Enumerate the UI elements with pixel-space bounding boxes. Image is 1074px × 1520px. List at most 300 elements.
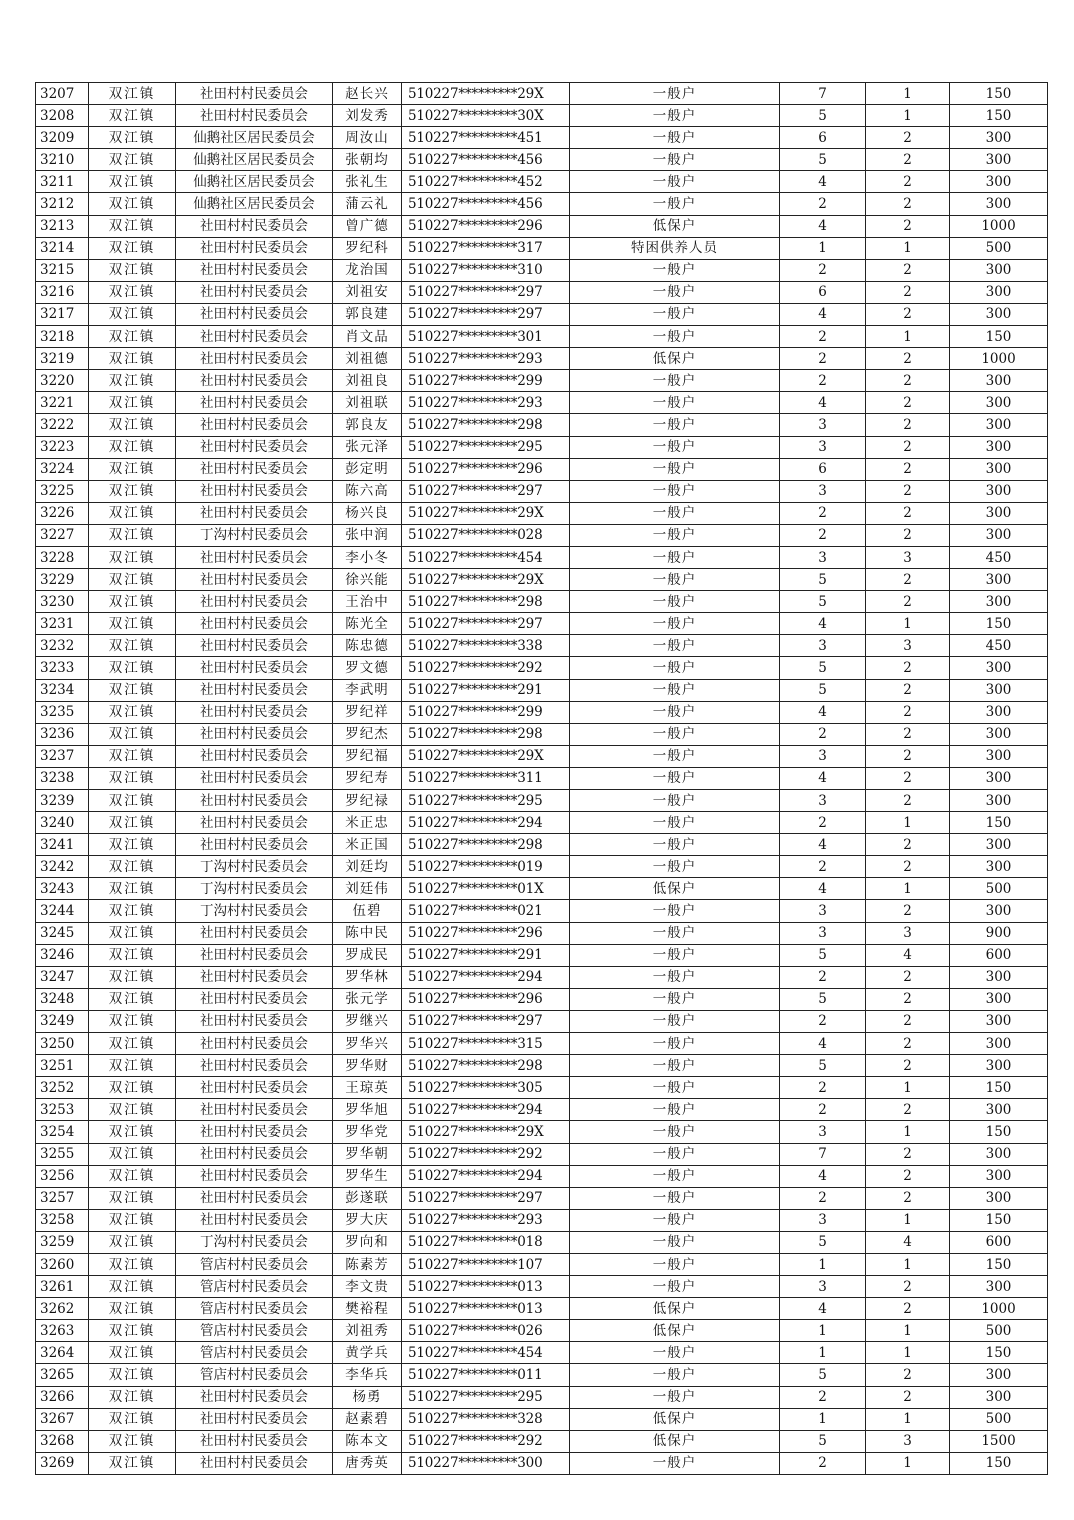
cell-id: 510227*********451 — [402, 127, 570, 149]
cell-count: 1 — [866, 1121, 950, 1143]
cell-no: 3220 — [36, 370, 89, 392]
cell-members: 5 — [780, 569, 866, 591]
cell-town: 双江镇 — [89, 812, 176, 834]
cell-village: 丁沟村村民委员会 — [176, 1231, 333, 1253]
cell-amount: 500 — [950, 237, 1048, 259]
cell-village: 社田村村民委员会 — [176, 657, 333, 679]
table-row — [36, 193, 1048, 215]
cell-amount: 300 — [950, 370, 1048, 392]
table-row — [36, 259, 1048, 281]
cell-amount: 150 — [950, 105, 1048, 127]
cell-cat: 一般户 — [570, 370, 780, 392]
cell-id: 510227*********292 — [402, 1430, 570, 1452]
table-row — [36, 1099, 1048, 1121]
cell-name: 彭遂联 — [333, 1187, 402, 1209]
cell-town: 双江镇 — [89, 414, 176, 436]
cell-cat: 一般户 — [570, 392, 780, 414]
cell-amount: 300 — [950, 193, 1048, 215]
table-row — [36, 790, 1048, 812]
cell-village: 社田村村民委员会 — [176, 392, 333, 414]
cell-cat: 一般户 — [570, 613, 780, 635]
table-row — [36, 1386, 1048, 1408]
cell-members: 3 — [780, 900, 866, 922]
cell-name: 曾广德 — [333, 215, 402, 237]
cell-town: 双江镇 — [89, 922, 176, 944]
cell-village: 社田村村民委员会 — [176, 1452, 333, 1474]
cell-amount: 300 — [950, 966, 1048, 988]
table-row — [36, 1364, 1048, 1386]
table-row — [36, 502, 1048, 524]
cell-town: 双江镇 — [89, 524, 176, 546]
cell-town: 双江镇 — [89, 480, 176, 502]
cell-amount: 300 — [950, 679, 1048, 701]
cell-no: 3262 — [36, 1298, 89, 1320]
cell-no: 3258 — [36, 1209, 89, 1231]
table-row — [36, 1165, 1048, 1187]
cell-count: 2 — [866, 745, 950, 767]
cell-town: 双江镇 — [89, 1209, 176, 1231]
cell-town: 双江镇 — [89, 1187, 176, 1209]
cell-cat: 一般户 — [570, 1055, 780, 1077]
cell-town: 双江镇 — [89, 613, 176, 635]
cell-count: 1 — [866, 1077, 950, 1099]
cell-no: 3231 — [36, 613, 89, 635]
cell-cat: 一般户 — [570, 281, 780, 303]
table-row — [36, 105, 1048, 127]
cell-village: 社田村村民委员会 — [176, 966, 333, 988]
table-row — [36, 1452, 1048, 1474]
cell-name: 陈中民 — [333, 922, 402, 944]
cell-amount: 300 — [950, 1276, 1048, 1298]
cell-village: 社田村村民委员会 — [176, 569, 333, 591]
cell-cat: 一般户 — [570, 1143, 780, 1165]
cell-count: 2 — [866, 1143, 950, 1165]
cell-count: 2 — [866, 436, 950, 458]
cell-no: 3261 — [36, 1276, 89, 1298]
cell-amount: 300 — [950, 988, 1048, 1010]
cell-members: 2 — [780, 812, 866, 834]
cell-cat: 一般户 — [570, 1033, 780, 1055]
table-row — [36, 480, 1048, 502]
cell-members: 3 — [780, 1121, 866, 1143]
cell-count: 2 — [866, 1165, 950, 1187]
cell-no: 3214 — [36, 237, 89, 259]
cell-members: 4 — [780, 1033, 866, 1055]
cell-id: 510227*********293 — [402, 1209, 570, 1231]
cell-count: 2 — [866, 723, 950, 745]
cell-village: 社田村村民委员会 — [176, 745, 333, 767]
cell-members: 5 — [780, 1055, 866, 1077]
cell-town: 双江镇 — [89, 1121, 176, 1143]
cell-count: 2 — [866, 524, 950, 546]
cell-count: 2 — [866, 303, 950, 325]
cell-cat: 一般户 — [570, 657, 780, 679]
cell-no: 3235 — [36, 701, 89, 723]
table-row — [36, 767, 1048, 789]
cell-name: 郭良友 — [333, 414, 402, 436]
cell-members: 5 — [780, 591, 866, 613]
cell-name: 陈素芳 — [333, 1253, 402, 1275]
cell-no: 3255 — [36, 1143, 89, 1165]
cell-town: 双江镇 — [89, 900, 176, 922]
table-row — [36, 988, 1048, 1010]
cell-cat: 一般户 — [570, 635, 780, 657]
cell-town: 双江镇 — [89, 635, 176, 657]
cell-cat: 一般户 — [570, 480, 780, 502]
cell-no: 3247 — [36, 966, 89, 988]
cell-count: 2 — [866, 193, 950, 215]
cell-town: 双江镇 — [89, 1408, 176, 1430]
cell-members: 2 — [780, 966, 866, 988]
cell-amount: 300 — [950, 834, 1048, 856]
cell-no: 3234 — [36, 679, 89, 701]
table-row — [36, 237, 1048, 259]
cell-id: 510227*********456 — [402, 193, 570, 215]
cell-village: 社田村村民委员会 — [176, 1386, 333, 1408]
cell-name: 罗华党 — [333, 1121, 402, 1143]
cell-name: 罗华兴 — [333, 1033, 402, 1055]
cell-amount: 150 — [950, 1342, 1048, 1364]
cell-members: 4 — [780, 303, 866, 325]
cell-id: 510227*********296 — [402, 922, 570, 944]
cell-cat: 一般户 — [570, 922, 780, 944]
cell-members: 3 — [780, 546, 866, 568]
cell-village: 管店村村民委员会 — [176, 1364, 333, 1386]
table-row — [36, 878, 1048, 900]
cell-members: 5 — [780, 1231, 866, 1253]
cell-amount: 300 — [950, 1099, 1048, 1121]
cell-name: 张元泽 — [333, 436, 402, 458]
cell-no: 3238 — [36, 767, 89, 789]
cell-id: 510227*********456 — [402, 149, 570, 171]
cell-count: 2 — [866, 834, 950, 856]
cell-no: 3229 — [36, 569, 89, 591]
cell-town: 双江镇 — [89, 546, 176, 568]
cell-id: 510227*********317 — [402, 237, 570, 259]
cell-members: 5 — [780, 1430, 866, 1452]
cell-no: 3251 — [36, 1055, 89, 1077]
cell-town: 双江镇 — [89, 1276, 176, 1298]
cell-id: 510227*********29X — [402, 1121, 570, 1143]
cell-id: 510227*********298 — [402, 834, 570, 856]
cell-cat: 一般户 — [570, 834, 780, 856]
cell-cat: 一般户 — [570, 745, 780, 767]
cell-id: 510227*********294 — [402, 1165, 570, 1187]
cell-town: 双江镇 — [89, 1430, 176, 1452]
cell-village: 社田村村民委员会 — [176, 215, 333, 237]
cell-count: 1 — [866, 878, 950, 900]
cell-town: 双江镇 — [89, 1386, 176, 1408]
cell-count: 2 — [866, 679, 950, 701]
cell-members: 3 — [780, 1276, 866, 1298]
cell-count: 1 — [866, 1452, 950, 1474]
cell-id: 510227*********013 — [402, 1276, 570, 1298]
cell-village: 社田村村民委员会 — [176, 701, 333, 723]
cell-amount: 450 — [950, 635, 1048, 657]
cell-id: 510227*********297 — [402, 613, 570, 635]
cell-name: 刘祖联 — [333, 392, 402, 414]
cell-village: 管店村村民委员会 — [176, 1298, 333, 1320]
cell-town: 双江镇 — [89, 502, 176, 524]
cell-no: 3226 — [36, 502, 89, 524]
cell-amount: 300 — [950, 790, 1048, 812]
cell-members: 6 — [780, 127, 866, 149]
cell-name: 李武明 — [333, 679, 402, 701]
cell-village: 社田村村民委员会 — [176, 723, 333, 745]
cell-cat: 一般户 — [570, 679, 780, 701]
cell-count: 2 — [866, 392, 950, 414]
cell-name: 杨勇 — [333, 1386, 402, 1408]
cell-members: 2 — [780, 259, 866, 281]
cell-id: 510227*********013 — [402, 1298, 570, 1320]
cell-id: 510227*********297 — [402, 1010, 570, 1032]
cell-id: 510227*********297 — [402, 480, 570, 502]
cell-town: 双江镇 — [89, 370, 176, 392]
cell-no: 3208 — [36, 105, 89, 127]
cell-name: 陈六高 — [333, 480, 402, 502]
cell-id: 510227*********300 — [402, 1452, 570, 1474]
cell-no: 3233 — [36, 657, 89, 679]
cell-cat: 一般户 — [570, 458, 780, 480]
cell-members: 5 — [780, 149, 866, 171]
table-row — [36, 657, 1048, 679]
cell-members: 2 — [780, 370, 866, 392]
cell-count: 1 — [866, 237, 950, 259]
table-row — [36, 679, 1048, 701]
cell-name: 赵素碧 — [333, 1408, 402, 1430]
table-row — [36, 1187, 1048, 1209]
cell-amount: 300 — [950, 414, 1048, 436]
cell-id: 510227*********29X — [402, 502, 570, 524]
cell-cat: 一般户 — [570, 856, 780, 878]
cell-name: 周汝山 — [333, 127, 402, 149]
cell-members: 3 — [780, 1209, 866, 1231]
cell-town: 双江镇 — [89, 1231, 176, 1253]
cell-cat: 低保户 — [570, 1430, 780, 1452]
cell-amount: 1000 — [950, 348, 1048, 370]
cell-village: 社田村村民委员会 — [176, 303, 333, 325]
cell-amount: 300 — [950, 856, 1048, 878]
cell-village: 管店村村民委员会 — [176, 1320, 333, 1342]
cell-name: 郭良建 — [333, 303, 402, 325]
cell-cat: 一般户 — [570, 569, 780, 591]
cell-name: 李小冬 — [333, 546, 402, 568]
cell-town: 双江镇 — [89, 1253, 176, 1275]
cell-id: 510227*********021 — [402, 900, 570, 922]
cell-town: 双江镇 — [89, 127, 176, 149]
table-row — [36, 436, 1048, 458]
cell-members: 1 — [780, 1253, 866, 1275]
cell-cat: 一般户 — [570, 105, 780, 127]
cell-count: 2 — [866, 790, 950, 812]
cell-name: 陈本文 — [333, 1430, 402, 1452]
cell-members: 4 — [780, 1165, 866, 1187]
cell-cat: 一般户 — [570, 259, 780, 281]
cell-village: 丁沟村村民委员会 — [176, 524, 333, 546]
cell-members: 2 — [780, 1010, 866, 1032]
cell-village: 社田村村民委员会 — [176, 348, 333, 370]
cell-count: 3 — [866, 546, 950, 568]
cell-village: 社田村村民委员会 — [176, 237, 333, 259]
cell-name: 杨兴良 — [333, 502, 402, 524]
cell-id: 510227*********293 — [402, 392, 570, 414]
cell-town: 双江镇 — [89, 569, 176, 591]
cell-name: 罗纪禄 — [333, 790, 402, 812]
cell-town: 双江镇 — [89, 281, 176, 303]
cell-count: 2 — [866, 1055, 950, 1077]
cell-amount: 300 — [950, 1364, 1048, 1386]
cell-id: 510227*********107 — [402, 1253, 570, 1275]
table-row — [36, 1342, 1048, 1364]
cell-name: 黄学兵 — [333, 1342, 402, 1364]
cell-count: 2 — [866, 370, 950, 392]
table-row — [36, 127, 1048, 149]
cell-name: 罗华朝 — [333, 1143, 402, 1165]
cell-amount: 300 — [950, 701, 1048, 723]
cell-amount: 300 — [950, 1055, 1048, 1077]
cell-amount: 300 — [950, 1143, 1048, 1165]
cell-members: 3 — [780, 436, 866, 458]
cell-no: 3221 — [36, 392, 89, 414]
cell-cat: 低保户 — [570, 1408, 780, 1430]
cell-village: 社田村村民委员会 — [176, 370, 333, 392]
cell-name: 罗大庆 — [333, 1209, 402, 1231]
cell-members: 3 — [780, 745, 866, 767]
cell-cat: 一般户 — [570, 900, 780, 922]
cell-cat: 一般户 — [570, 767, 780, 789]
cell-town: 双江镇 — [89, 436, 176, 458]
cell-no: 3209 — [36, 127, 89, 149]
cell-town: 双江镇 — [89, 1364, 176, 1386]
cell-count: 2 — [866, 1033, 950, 1055]
cell-village: 社田村村民委员会 — [176, 1187, 333, 1209]
cell-id: 510227*********294 — [402, 1099, 570, 1121]
cell-no: 3217 — [36, 303, 89, 325]
cell-cat: 一般户 — [570, 1452, 780, 1474]
cell-count: 3 — [866, 635, 950, 657]
cell-name: 米正国 — [333, 834, 402, 856]
cell-id: 510227*********299 — [402, 370, 570, 392]
cell-village: 社田村村民委员会 — [176, 922, 333, 944]
cell-members: 3 — [780, 790, 866, 812]
cell-town: 双江镇 — [89, 657, 176, 679]
cell-count: 1 — [866, 1342, 950, 1364]
cell-id: 510227*********026 — [402, 1320, 570, 1342]
cell-no: 3210 — [36, 149, 89, 171]
cell-cat: 低保户 — [570, 1320, 780, 1342]
cell-name: 张元学 — [333, 988, 402, 1010]
cell-town: 双江镇 — [89, 348, 176, 370]
cell-no: 3250 — [36, 1033, 89, 1055]
cell-id: 510227*********296 — [402, 215, 570, 237]
cell-name: 肖文品 — [333, 326, 402, 348]
cell-name: 罗向和 — [333, 1231, 402, 1253]
table-row — [36, 900, 1048, 922]
cell-name: 张中润 — [333, 524, 402, 546]
cell-town: 双江镇 — [89, 591, 176, 613]
cell-count: 4 — [866, 944, 950, 966]
cell-count: 2 — [866, 480, 950, 502]
table-row — [36, 546, 1048, 568]
cell-count: 2 — [866, 259, 950, 281]
table-row — [36, 370, 1048, 392]
cell-id: 510227*********291 — [402, 679, 570, 701]
cell-id: 510227*********297 — [402, 1187, 570, 1209]
cell-name: 罗华林 — [333, 966, 402, 988]
cell-no: 3269 — [36, 1452, 89, 1474]
cell-id: 510227*********452 — [402, 171, 570, 193]
cell-town: 双江镇 — [89, 1077, 176, 1099]
cell-name: 罗华旭 — [333, 1099, 402, 1121]
cell-members: 3 — [780, 480, 866, 502]
cell-amount: 150 — [950, 83, 1048, 105]
cell-no: 3254 — [36, 1121, 89, 1143]
cell-members: 2 — [780, 723, 866, 745]
cell-town: 双江镇 — [89, 171, 176, 193]
cell-id: 510227*********292 — [402, 657, 570, 679]
cell-town: 双江镇 — [89, 215, 176, 237]
cell-village: 社田村村民委员会 — [176, 83, 333, 105]
cell-name: 刘廷伟 — [333, 878, 402, 900]
cell-count: 2 — [866, 701, 950, 723]
table-row — [36, 966, 1048, 988]
cell-town: 双江镇 — [89, 790, 176, 812]
cell-town: 双江镇 — [89, 303, 176, 325]
cell-amount: 150 — [950, 1253, 1048, 1275]
cell-cat: 一般户 — [570, 1077, 780, 1099]
cell-members: 2 — [780, 348, 866, 370]
cell-id: 510227*********298 — [402, 1055, 570, 1077]
cell-no: 3240 — [36, 812, 89, 834]
table-row — [36, 171, 1048, 193]
cell-amount: 150 — [950, 1077, 1048, 1099]
cell-members: 1 — [780, 1342, 866, 1364]
table-row — [36, 1121, 1048, 1143]
cell-town: 双江镇 — [89, 259, 176, 281]
cell-town: 双江镇 — [89, 701, 176, 723]
cell-town: 双江镇 — [89, 83, 176, 105]
cell-cat: 一般户 — [570, 723, 780, 745]
cell-amount: 300 — [950, 524, 1048, 546]
cell-count: 1 — [866, 1408, 950, 1430]
cell-village: 社田村村民委员会 — [176, 1165, 333, 1187]
cell-village: 社田村村民委员会 — [176, 458, 333, 480]
cell-id: 510227*********338 — [402, 635, 570, 657]
cell-amount: 600 — [950, 1231, 1048, 1253]
cell-count: 3 — [866, 1430, 950, 1452]
table-row — [36, 414, 1048, 436]
cell-cat: 低保户 — [570, 348, 780, 370]
cell-cat: 一般户 — [570, 303, 780, 325]
cell-name: 刘祖秀 — [333, 1320, 402, 1342]
table-row — [36, 1231, 1048, 1253]
cell-count: 2 — [866, 988, 950, 1010]
cell-members: 5 — [780, 988, 866, 1010]
cell-id: 510227*********01X — [402, 878, 570, 900]
cell-amount: 150 — [950, 1209, 1048, 1231]
cell-members: 4 — [780, 701, 866, 723]
cell-village: 社田村村民委员会 — [176, 591, 333, 613]
cell-members: 2 — [780, 502, 866, 524]
cell-id: 510227*********299 — [402, 701, 570, 723]
cell-id: 510227*********311 — [402, 767, 570, 789]
cell-village: 社田村村民委员会 — [176, 1010, 333, 1032]
cell-amount: 300 — [950, 1386, 1048, 1408]
cell-village: 社田村村民委员会 — [176, 1209, 333, 1231]
cell-members: 2 — [780, 524, 866, 546]
cell-count: 1 — [866, 1209, 950, 1231]
cell-name: 米正忠 — [333, 812, 402, 834]
